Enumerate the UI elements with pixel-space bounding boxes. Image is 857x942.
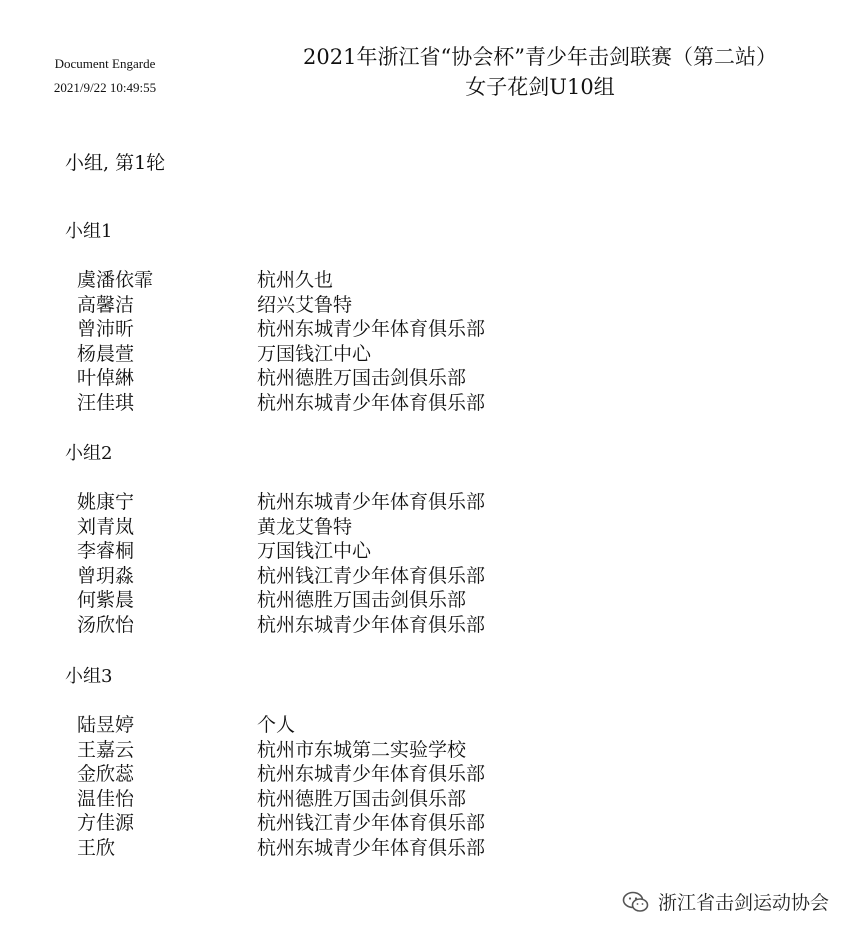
document-meta — [30, 52, 180, 100]
fencer-row — [65, 366, 485, 391]
fencer-row — [65, 713, 485, 738]
fencer-name: 曾沛昕 — [77, 318, 135, 341]
fencer-name: 汪佳琪 — [77, 391, 135, 414]
watermark-text: 浙江省击剑运动协会 — [657, 892, 829, 914]
wechat-icon — [622, 891, 650, 913]
fencer-name: 金欣蕊 — [77, 763, 135, 786]
fencer-row — [65, 515, 485, 540]
fencer-club: 黄龙艾鲁特 — [257, 515, 353, 538]
fencer-row — [65, 539, 485, 564]
fencer-name: 李睿桐 — [77, 540, 135, 563]
fencer-name: 杨晨萱 — [77, 342, 135, 365]
fencer-club: 杭州钱江青少年体育俱乐部 — [257, 564, 486, 587]
group-label: 小组3 — [65, 666, 113, 687]
fencer-club: 杭州德胜万国击剑俱乐部 — [257, 367, 467, 390]
fencer-row — [65, 762, 485, 787]
fencer-row — [65, 613, 485, 638]
fencer-list — [65, 713, 485, 861]
fencer-club: 杭州德胜万国击剑俱乐部 — [257, 787, 467, 810]
fencer-list — [65, 490, 485, 638]
fencer-name: 叶倬綝 — [77, 367, 135, 390]
fencer-row — [65, 391, 485, 416]
fencer-row — [65, 811, 485, 836]
fencer-name: 曾玥淼 — [77, 564, 135, 587]
fencer-name: 何紫晨 — [77, 589, 135, 612]
fencer-club: 杭州东城青少年体育俱乐部 — [257, 318, 486, 341]
fencer-name: 汤欣怡 — [77, 613, 135, 636]
document-subtitle: 女子花剑U10组 — [465, 75, 615, 99]
group-2 — [65, 440, 485, 638]
fencer-club: 万国钱江中心 — [257, 540, 372, 563]
fencer-club: 杭州钱江青少年体育俱乐部 — [257, 812, 486, 835]
fencer-row — [65, 738, 485, 763]
fencer-club: 杭州东城青少年体育俱乐部 — [257, 763, 486, 786]
group-label: 小组2 — [65, 443, 113, 464]
fencer-club: 杭州市东城第二实验学校 — [257, 738, 467, 761]
group-3 — [65, 663, 485, 861]
fencer-row — [65, 836, 485, 861]
document-title: 2021年浙江省“协会杯”青少年击剑联赛（第二站） — [303, 45, 777, 69]
fencer-name: 方佳源 — [77, 812, 135, 835]
fencer-name: 刘青岚 — [77, 515, 135, 538]
fencer-row — [65, 564, 485, 589]
fencer-club: 个人 — [257, 714, 296, 736]
fencer-club: 杭州东城青少年体育俱乐部 — [257, 836, 486, 859]
fencer-club: 万国钱江中心 — [257, 342, 372, 365]
fencer-club: 杭州德胜万国击剑俱乐部 — [257, 589, 467, 612]
fencer-club: 杭州东城青少年体育俱乐部 — [257, 491, 486, 513]
fencer-name: 温佳怡 — [77, 787, 135, 810]
fencer-row — [65, 588, 485, 613]
fencer-name: 陆昱婷 — [77, 714, 135, 736]
fencer-club: 杭州东城青少年体育俱乐部 — [257, 391, 486, 414]
fencer-club: 杭州东城青少年体育俱乐部 — [257, 613, 486, 636]
print-datetime: 2021/9/22 10:49:55 — [53, 80, 157, 95]
fencer-list — [65, 268, 485, 416]
watermark — [622, 888, 829, 915]
fencer-name: 王嘉云 — [77, 738, 135, 761]
fencer-row — [65, 293, 485, 318]
fencer-row — [65, 268, 485, 293]
round-label: 小组, 第1轮 — [65, 152, 166, 174]
fencer-name: 虞潘依霏 — [77, 269, 154, 291]
group-label: 小组1 — [65, 221, 113, 242]
fencer-name: 高馨洁 — [77, 293, 135, 316]
fencer-name: 姚康宁 — [77, 491, 135, 513]
fencer-row — [65, 490, 485, 515]
fencer-name: 王欣 — [77, 836, 116, 859]
fencer-row — [65, 342, 485, 367]
fencer-club: 杭州久也 — [257, 269, 334, 291]
fencer-row — [65, 787, 485, 812]
software-name: Document Engarde — [54, 56, 156, 71]
document-title-block — [230, 42, 850, 102]
fencer-club: 绍兴艾鲁特 — [257, 293, 353, 316]
group-1 — [65, 218, 485, 416]
fencer-row — [65, 317, 485, 342]
